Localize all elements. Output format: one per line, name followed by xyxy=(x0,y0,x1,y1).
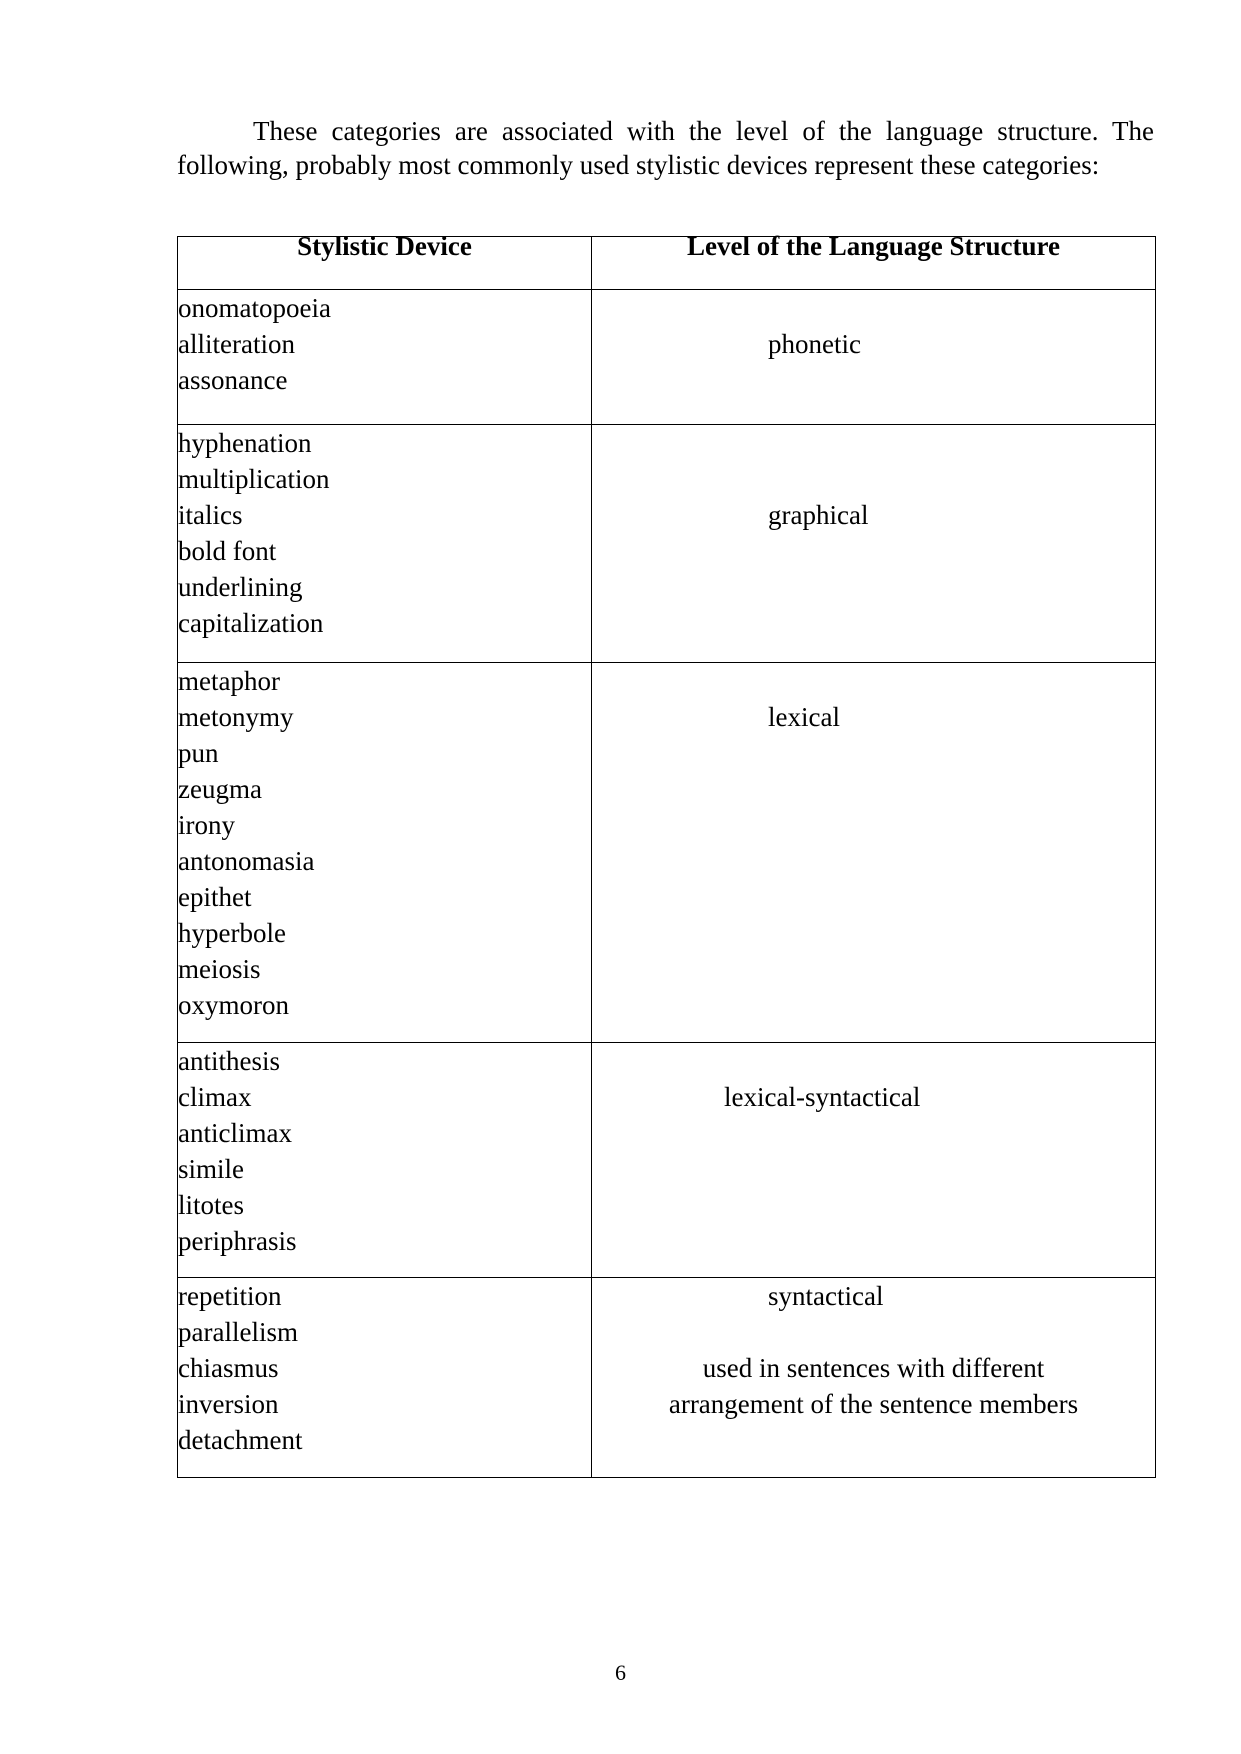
level-cell xyxy=(592,663,1156,1043)
device-item: simile xyxy=(178,1154,244,1184)
level-note-line: used in sentences with different xyxy=(702,1353,1045,1383)
level-cell xyxy=(592,290,1156,425)
stylistic-devices-table xyxy=(177,231,1156,1478)
device-item: assonance xyxy=(178,365,288,395)
device-item: hyperbole xyxy=(178,918,286,948)
device-item: climax xyxy=(178,1082,252,1112)
level-note-line: arrangement of the sentence members xyxy=(668,1389,1079,1419)
table-row-syntactical xyxy=(178,1278,1156,1478)
device-item: anticlimax xyxy=(178,1118,292,1148)
level-cell xyxy=(592,425,1156,663)
device-item: hyphenation xyxy=(178,428,312,458)
header-stylistic-device: Stylistic Device xyxy=(178,237,592,290)
level-label: phonetic xyxy=(768,329,861,359)
devices-cell xyxy=(178,663,592,1043)
table-header-row xyxy=(178,237,1156,290)
device-item: alliteration xyxy=(178,329,295,359)
header-language-level: Level of the Language Structure xyxy=(592,237,1156,290)
table-row-lexical xyxy=(178,663,1156,1043)
device-item: oxymoron xyxy=(178,990,289,1020)
devices-cell xyxy=(178,425,592,663)
device-item: meiosis xyxy=(178,954,261,984)
device-item: litotes xyxy=(178,1190,244,1220)
device-item: periphrasis xyxy=(178,1226,297,1256)
device-item: underlining xyxy=(178,572,303,602)
device-item: zeugma xyxy=(178,774,262,804)
device-item: repetition xyxy=(178,1281,282,1311)
devices-cell xyxy=(178,1043,592,1278)
device-item: irony xyxy=(178,810,235,840)
table-row-lexical-syntactical xyxy=(178,1043,1156,1278)
device-item: capitalization xyxy=(178,608,324,638)
device-item: metaphor xyxy=(178,666,280,696)
device-item: parallelism xyxy=(178,1317,298,1347)
device-item: pun xyxy=(178,738,219,768)
page-number: 6 xyxy=(615,1660,626,1685)
device-item: antithesis xyxy=(178,1046,280,1076)
intro-paragraph: These categories are associated with the level of the language structure. The following, probably most commonly used stylistic devices represent these categories: xyxy=(177,116,1154,180)
device-item: bold font xyxy=(178,536,277,566)
device-item: epithet xyxy=(178,882,252,912)
device-item: italics xyxy=(178,500,243,530)
level-cell xyxy=(592,1278,1156,1478)
level-label: graphical xyxy=(768,500,869,530)
device-item: metonymy xyxy=(178,702,294,732)
level-label: syntactical xyxy=(768,1281,884,1311)
device-item: detachment xyxy=(178,1425,303,1455)
level-cell xyxy=(592,1043,1156,1278)
table-row-graphical xyxy=(178,425,1156,663)
devices-cell xyxy=(178,1278,592,1478)
device-item: inversion xyxy=(178,1389,279,1419)
device-item: chiasmus xyxy=(178,1353,279,1383)
table-row-phonetic xyxy=(178,290,1156,425)
device-item: multiplication xyxy=(178,464,330,494)
level-label: lexical xyxy=(768,702,840,732)
device-item: antonomasia xyxy=(178,846,315,876)
devices-cell xyxy=(178,290,592,425)
level-label: lexical-syntactical xyxy=(724,1082,921,1112)
device-item: onomatopoeia xyxy=(178,293,331,323)
